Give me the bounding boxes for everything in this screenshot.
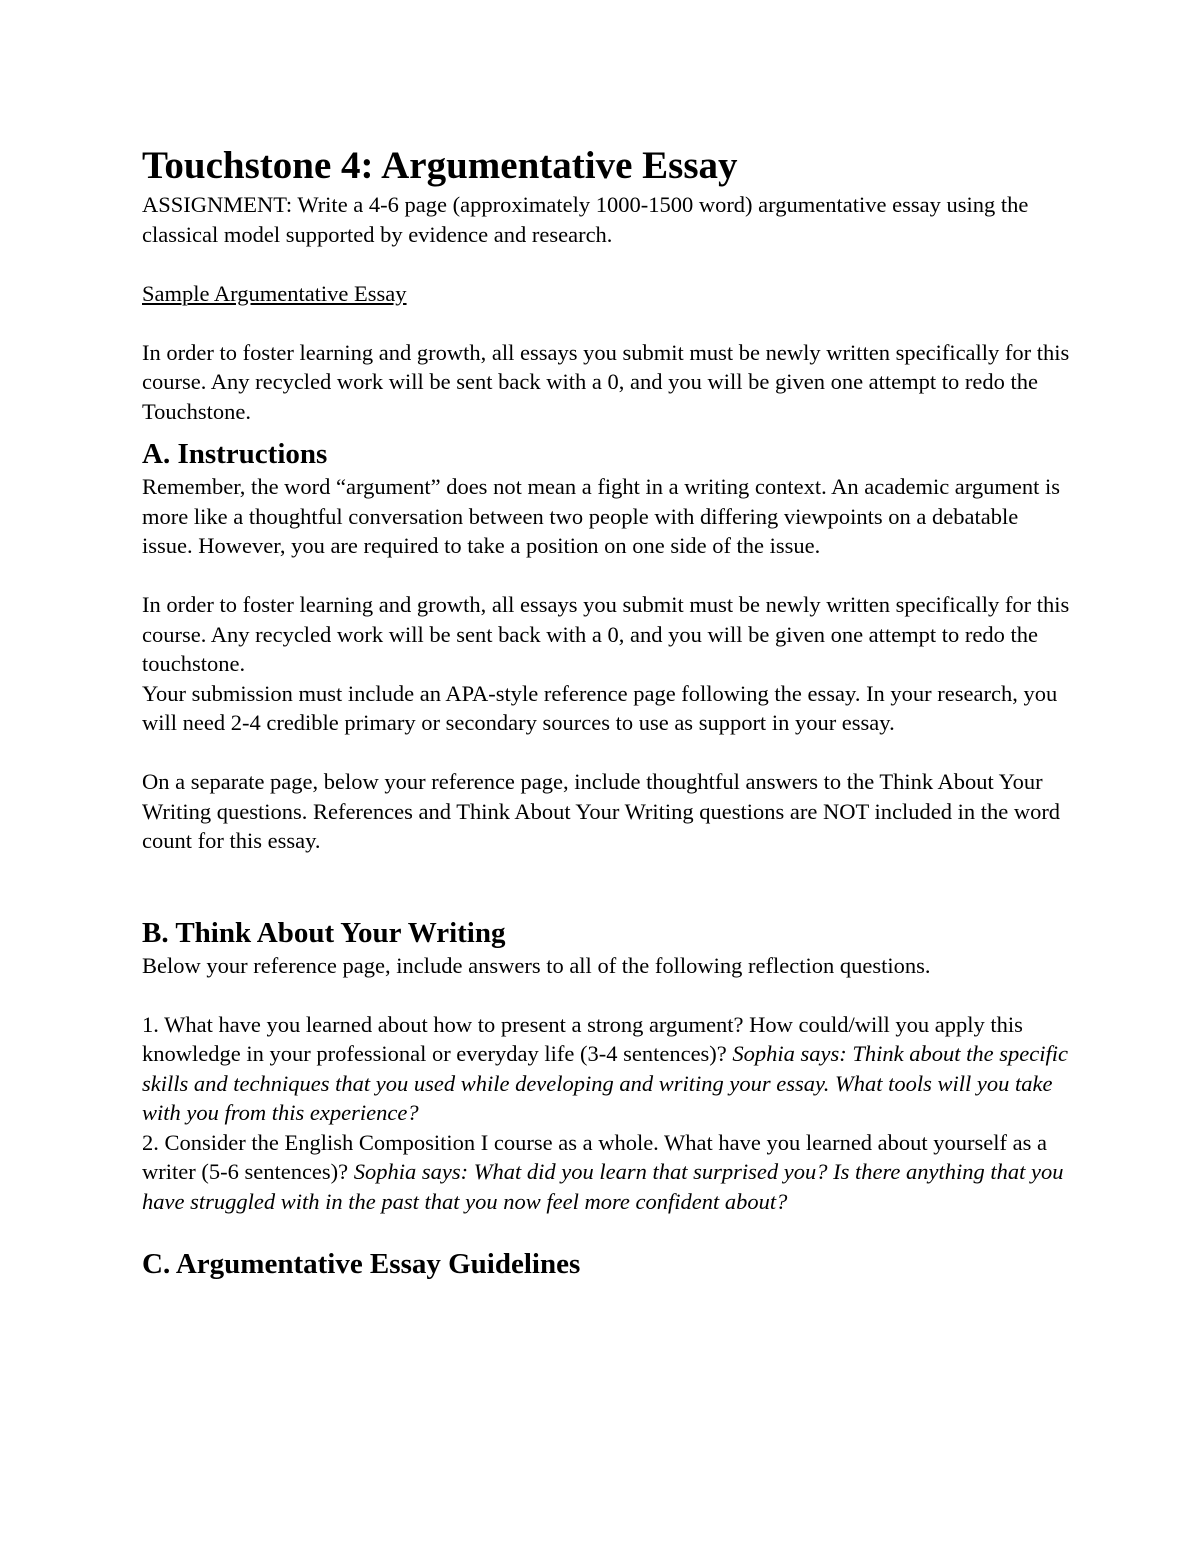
spacer [142, 980, 1072, 1010]
question-2 [142, 1128, 1072, 1217]
question-1-hint: Sophia says: Think about the specific skills and techniques that you used while developing and writing your essay. What tools will you take with you from this experience? [142, 1041, 1068, 1125]
spacer [142, 738, 1072, 768]
document-title: Touchstone 4: Argumentative Essay [142, 144, 738, 187]
document-page [142, 142, 1072, 1282]
spacer [142, 561, 1072, 591]
section-a-paragraph-1: Remember, the word “argument” does not mean a fight in a writing context. An academic argument is more like a thoughtful conversation between two people with differing viewpoints on a debatable issue. However, you are required to take a position on one side of the issue. [142, 474, 1060, 558]
question-1 [142, 1010, 1072, 1128]
section-a-paragraph-4: On a separate page, below your reference page, include thoughtful answers to the Think About Your Writing questions. References and Think About Your Writing questions are NOT included in the word count for this essay. [142, 769, 1061, 853]
section-c-heading: C. Argumentative Essay Guidelines [142, 1247, 581, 1280]
section-b-intro: Below your reference page, include answers to all of the following reflection questions. [142, 952, 931, 978]
spacer [142, 426, 1072, 436]
section-b-heading: B. Think About Your Writing [142, 916, 506, 949]
spacer [142, 856, 1072, 915]
question-2-hint: Sophia says: What did you learn that surprised you? Is there anything that you have struggled with in the past that you now feel more confident about? [142, 1159, 1064, 1214]
section-a-paragraph-3: Your submission must include an APA-style reference page following the essay. In your research, you will need 2-4 credible primary or secondary sources to use as support in your essay. [142, 680, 1058, 735]
sample-essay-paragraph [142, 279, 1072, 309]
question-1-text: 1. What have you learned about how to present a strong argument? How could/will you apply this knowledge in your professional or everyday life (3-4 sentences)? [142, 1011, 1023, 1066]
section-a-paragraph-2: In order to foster learning and growth, all essays you submit must be newly written specifically for this course. Any recycled work will be sent back with a 0, and you will be given one attempt to redo the touchstone. [142, 592, 1070, 676]
spacer [142, 308, 1072, 338]
question-2-text: 2. Consider the English Composition I course as a whole. What have you learned about yourself as a writer (5-6 sentences)? [142, 1129, 1047, 1184]
sample-essay-link[interactable]: Sample Argumentative Essay [142, 280, 407, 306]
spacer [142, 1216, 1072, 1246]
spacer [142, 249, 1072, 279]
section-a-heading: A. Instructions [142, 438, 328, 470]
intro-note: In order to foster learning and growth, all essays you submit must be newly written specifically for this course. Any recycled work will be sent back with a 0, and you will be given one attempt to redo the Touchstone. [142, 339, 1070, 424]
assignment-text: ASSIGNMENT: Write a 4-6 page (approximately 1000-1500 word) argumentative essay using the classical model supported by evidence and research. [142, 192, 1029, 247]
